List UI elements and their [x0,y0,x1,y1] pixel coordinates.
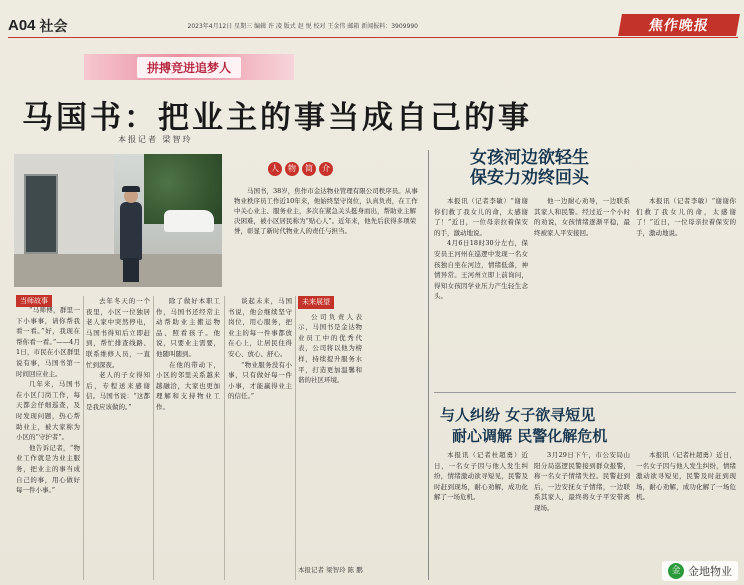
column-banner-text: 拼搏竞进追梦人 [137,57,241,78]
paragraph: 在他的带动下，小区的邻里关系越来越融洽，大家也更加理解和支持物业工作。 [156,360,220,411]
paragraph: 去年冬天的一个夜里，小区一位独居老人家中突然停电，马国书得知后立即赶到，帮忙排查线路、联系维修人员，一直忙到深夜。 [86,297,150,369]
right-story-column [434,450,528,578]
photo-ground [14,254,222,287]
paragraph: 他告诉记者，“物业工作就是为业主服务，把业主的事当成自己的事，用心做好每一件小事。” [16,443,80,495]
paragraph: “马师傅，群里一下小事事，请你帮我看一看。”好，我现在帮你看一看。”——4月1日，市民在小区群里说有事，马国书第一时间回应业主。 [16,306,80,378]
right-story-column [534,196,630,381]
paragraph: 公司负责人表示，马国书是金达物业员工中的优秀代表，公司将以他为榜样，持续提升服务水平，打造更加温馨和谐的社区环境。 [298,312,362,385]
newspaper-brand: 焦作晚报 [618,14,740,36]
paragraph: 本报讯（记者杜超勇）近日，一名女子因与他人发生纠纷，情绪激动欲寻短见，民警及时赶到现场，耐心劝解，成功化解了一场危机。 [434,451,528,502]
paragraph: 4月6日18时30分左右，保安员王河州在巡逻中发现一名女孩独自坐在河边，情绪低落，神情异常。王河州立即上前询问，得知女孩因学业压力产生轻生念头。 [434,239,528,301]
masthead [8,14,738,38]
column-divider [224,296,225,580]
right-story-column [636,196,736,381]
article-column [156,296,220,581]
paragraph: “物业服务没有小事，只有做好每一件小事，才能赢得业主的信任。” [228,360,292,401]
photo-door [24,174,58,254]
photo-guard-cap [122,186,140,192]
column-divider [83,296,84,580]
article-byline: 本报记者 梁智玲 [118,135,193,144]
paragraph: 他一边耐心劝导，一边联系其家人和民警。经过近一个小时的劝说，女孩情绪逐渐平稳，最终被家人平安接回。 [534,197,630,237]
paragraph: 除了做好本职工作，马国书还经常主动帮助业主搬运物品、照看孩子。他说，只要业主需要，他随叫随到。 [156,297,220,358]
masthead-meta: 2023年4月12日 星期三 编辑 许 凌 版式 赵 悦 校对 王金伟 邮箱 新闻报料：3909990 [187,23,418,30]
photo-guard-legs [123,258,139,282]
profile-tag [268,162,333,176]
column-divider [153,296,154,580]
right-story-column [534,450,630,578]
profile-box [228,154,424,288]
article-column [86,296,150,581]
right-story-title: 女孩河边欲轻生 [470,148,589,168]
profile-body: 马国书，38岁，焦作市金达物业管理有限公司秩序员。从事物业秩序员工作近10年来，他始终坚守岗位，认真负责，在工作中关心业主、服务业主，多次在紧急关头挺身而出，帮助业主解决困难，被小区居民称为“贴心人”。近年来，他先后获得多项荣誉，彰显了新时代物业人的责任与担当。 [234,187,418,235]
paragraph: 本报讯（记者李敏）“谢谢你们救了我女儿的命，太感谢了！”近日，一位母亲拉着保安的手，激动地说。 [636,197,736,237]
column-divider [295,296,296,580]
article-column [228,296,292,581]
paragraph: 3月29日下午，市公安局山阳分局巡逻民警接到群众报警，称一名女子情绪失控。民警赶到后，一边安抚女子情绪，一边联系其家人，最终将女子平安带离现场。 [534,451,630,512]
paragraph: 几年来，马国书在小区门岗工作，每天都会仔细巡查，及时发现问题，热心帮助业主，被大家称为小区的“守护者”。 [16,380,80,442]
section-label-future: 未来展望 [298,296,334,309]
paragraph: 老人的子女得知后，专程送来感谢信。马国书说：“这都是我应该做的。” [86,371,150,411]
profile-tag-char: 介 [319,162,333,176]
story-separator [434,392,736,393]
source-watermark [662,561,738,581]
right-story-2-subtitle: 耐心调解 民警化解危机 [452,427,608,445]
photo-guard [120,202,142,260]
source-name: 金地物业 [688,565,732,578]
paragraph: 本报讯（记者李敏）“谢谢你们救了我女儿的命，太感谢了！”近日，一位母亲拉着保安的手，激动地说。 [434,197,528,237]
right-story-column [636,450,736,550]
right-story-title-2: 保安力劝终回头 [470,168,589,188]
right-story-2-title: 与人纠纷 女子欲寻短见 [440,406,596,424]
right-story-column [434,196,528,381]
column-banner [84,54,294,80]
section-label-story: 当师故事 [16,295,52,307]
paragraph: 谈起未来，马国书说，他会继续坚守岗位，用心服务，把业主的每一件事都放在心上，让居民住得安心、放心、舒心。 [228,297,292,358]
profile-tag-char: 人 [268,162,282,176]
profile-tag-char: 简 [302,162,316,176]
article-column [16,305,80,580]
paragraph: 本报讯（记者杜超勇）近日，一名女子因与他人发生纠纷，情绪激动欲寻短见，民警及时赶到现场，耐心劝解，成功化解了一场危机。 [636,451,736,502]
article-photo [14,154,222,287]
wechat-logo-icon: 金 [668,563,684,579]
photo-car [164,210,214,232]
article-headline: 马国书：把业主的事当成自己的事 [22,100,532,136]
page-number: A04 [8,17,36,34]
section-name: 社会 [39,18,68,35]
profile-tag-char: 物 [285,162,299,176]
article-column [298,296,362,546]
article-endnote: 本报记者 梁智玲 陈 鹏 [298,566,363,574]
section-divider [428,150,429,580]
